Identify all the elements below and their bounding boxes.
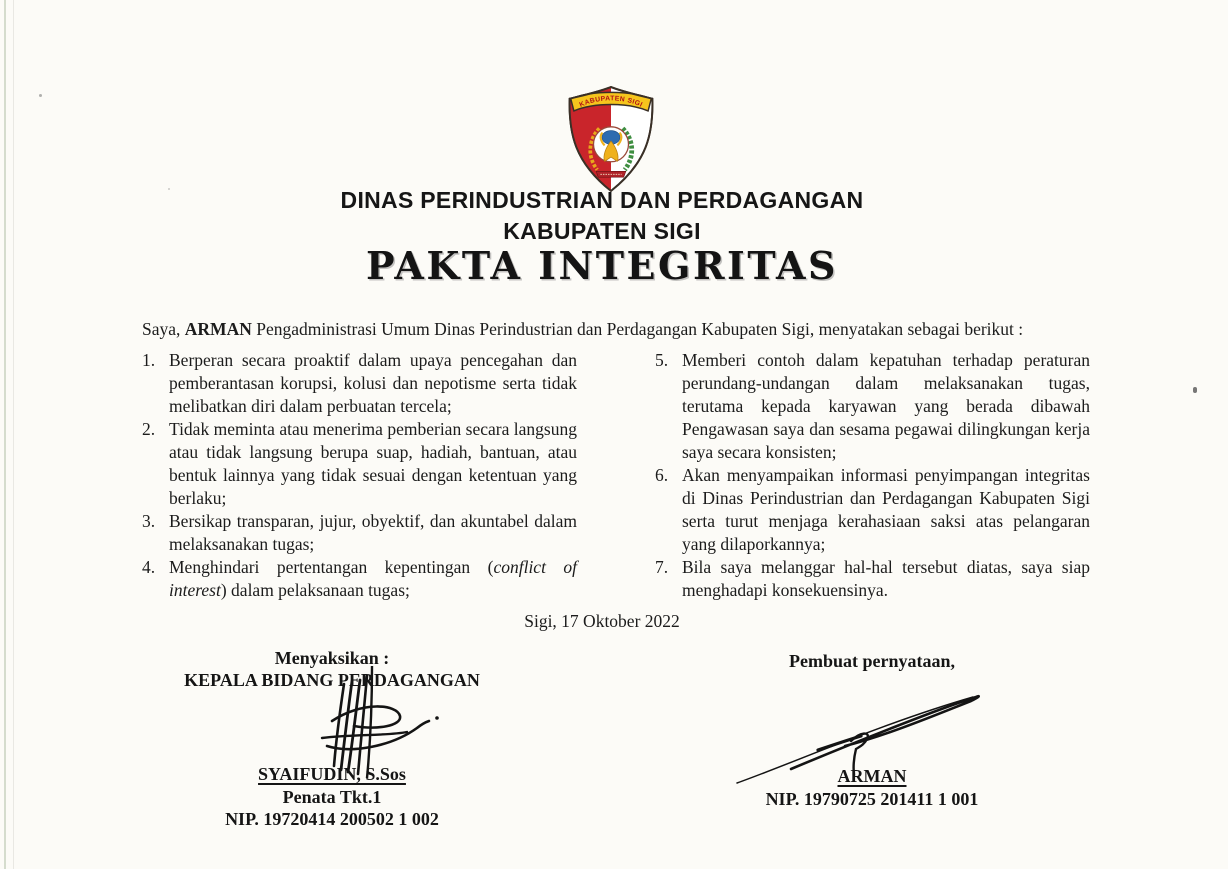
item-text: Bila saya melanggar hal-hal tersebut diatas, saya siap menghadapi konsekuensinya.	[682, 557, 1090, 600]
intro-suffix: Pengadministrasi Umum Dinas Perindustrian dan Perdagangan Kabupaten Sigi, menyatakan sebagai berikut :	[251, 318, 1024, 339]
list-item	[655, 464, 1090, 556]
item-number: 6.	[655, 465, 669, 485]
org-region: KABUPATEN SIGI	[503, 218, 701, 244]
document-title: PAKTA INTEGRITAS	[366, 243, 838, 288]
item-number: 5.	[655, 350, 669, 370]
declarant-nip: NIP. 19790725 201411 1 001	[765, 788, 979, 809]
list-item	[142, 510, 577, 556]
place-date-line: Sigi, 17 Oktober 2022	[524, 611, 680, 631]
logo-banner-label: KABUPATEN SIGI	[578, 95, 644, 109]
intro-paragraph	[142, 318, 1092, 341]
item-number: 7.	[655, 557, 669, 577]
italic-phrase: conflict of interest	[169, 557, 577, 600]
witness-role: KEPALA BIDANG PERDAGANGAN	[184, 670, 480, 690]
item-text: Menghindari pertentangan kepentingan (conflict of interest) dalam pelaksanaan tugas;	[169, 557, 577, 600]
declarant-name-inline: ARMAN	[184, 318, 252, 339]
declarant-block-header	[700, 650, 1044, 672]
item-number: 1.	[142, 350, 156, 370]
list-item	[655, 556, 1090, 602]
org-name: DINAS PERINDUSTRIAN DAN PERDAGANGAN	[340, 187, 864, 213]
witness-label: Menyaksikan :	[274, 648, 390, 668]
list-column-right	[655, 349, 1090, 602]
witness-signature	[292, 666, 442, 778]
intro-prefix: Saya,	[142, 318, 185, 339]
scan-speck	[1193, 387, 1197, 393]
list-item	[142, 556, 577, 602]
statement-list	[142, 349, 1090, 602]
item-text: Akan menyampaikan informasi penyimpangan integritas di Dinas Perindustrian dan Perdagangan Kabupaten Sigi serta turut menjaga kerahasiaan saksi atas pelangaran yang dilaporkannya;	[682, 465, 1090, 554]
declarant-signature	[733, 681, 991, 789]
scan-edge-line	[13, 0, 14, 869]
list-item	[142, 349, 577, 418]
witness-name: SYAIFUDIN, S.Sos	[258, 764, 406, 784]
item-text: Bersikap transparan, jujur, obyektif, dan akuntabel dalam melaksanakan tugas;	[169, 511, 577, 554]
letterhead	[102, 186, 1102, 245]
item-number: 3.	[142, 511, 156, 531]
kabupaten-sigi-logo	[558, 86, 664, 192]
list-item	[655, 349, 1090, 464]
item-text: Berperan secara proaktif dalam upaya pencegahan dan pemberantasan korupsi, kolusi dan nepotisme serta tidak melibatkan diri dalam perbuatan tercela;	[169, 350, 577, 416]
item-number: 4.	[142, 557, 156, 577]
list-column-left	[142, 349, 577, 602]
item-text: Memberi contoh dalam kepatuhan terhadap peraturan perundang-undangan dalam melaksanakan tugas, terutama kepada karyawan yang berada dibawah Pengawasan saya dan sesama pegawai dilingkungan kerja saya secara konsisten;	[682, 350, 1090, 462]
list-item	[142, 418, 577, 510]
witness-rank: Penata Tkt.1	[282, 786, 382, 807]
declarant-label: Pembuat pernyataan,	[789, 651, 955, 671]
scan-edge-line	[4, 0, 6, 869]
scan-speck	[39, 94, 42, 97]
declarant-name: ARMAN	[837, 766, 907, 786]
witness-nip: NIP. 19720414 200502 1 002	[225, 809, 439, 829]
item-text: Tidak meminta atau menerima pemberian secara langsung atau tidak langsung berupa suap, hadiah, bantuan, atau bentuk lainnya yang tidak sesuai dengan ketentuan yang berlaku;	[169, 419, 577, 508]
item-number: 2.	[142, 419, 156, 439]
